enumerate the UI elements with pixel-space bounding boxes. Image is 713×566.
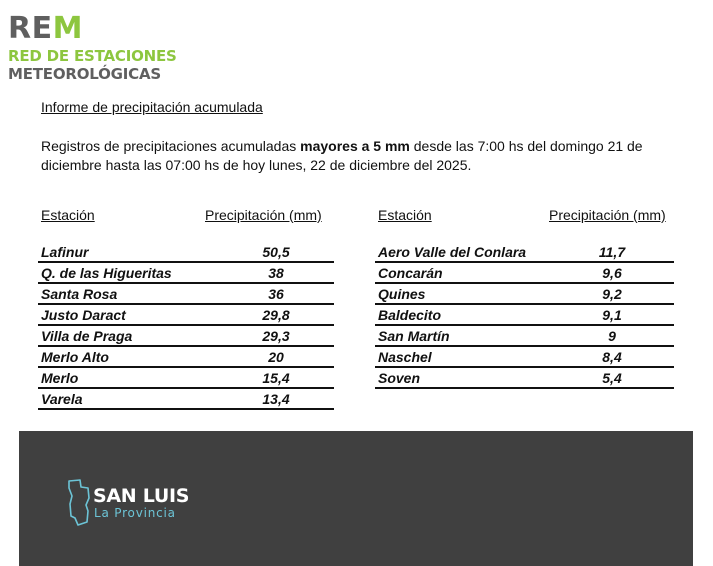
- table-row: [38, 369, 334, 389]
- precip-value: 9,2: [602, 286, 622, 302]
- san-luis-brand: SAN LUIS: [93, 485, 190, 507]
- table-row: [375, 348, 674, 368]
- precip-value: 13,4: [262, 391, 290, 407]
- station-name: Concarán: [378, 265, 443, 281]
- table-row: [38, 264, 334, 284]
- report-text-part1: Registros de precipitaciones acumuladas: [41, 138, 301, 154]
- precip-value: 9,6: [602, 265, 622, 281]
- precip-value: 5,4: [602, 370, 622, 386]
- precip-value: 9,1: [602, 307, 622, 323]
- san-luis-subtitle: La Provincia: [94, 506, 176, 520]
- table-row: [38, 306, 334, 326]
- precip-value: 11,7: [598, 244, 626, 260]
- rem-logo-line2: METEOROLÓGICAS: [8, 65, 161, 83]
- station-name: Varela: [41, 391, 83, 407]
- precip-value: 38: [268, 265, 284, 281]
- station-name: Q. de las Higueritas: [41, 265, 172, 281]
- report-text-threshold: mayores a 5 mm: [300, 138, 410, 154]
- precip-value: 20: [268, 349, 284, 365]
- station-name: Soven: [378, 370, 421, 386]
- report-text-part2: desde las 7:00 hs del domingo 21 de diciembre hasta las 07:00 hs de hoy lunes, 22 de diciembre del 2025.: [41, 138, 643, 173]
- right-station-header: Estación: [378, 207, 432, 223]
- table-row: [375, 327, 674, 347]
- rem-logo-line1: RED DE ESTACIONES: [8, 47, 177, 65]
- table-row: [38, 285, 334, 305]
- rem-logo-wordmark: [8, 12, 83, 46]
- report-title: Informe de precipitación acumulada: [41, 99, 263, 115]
- left-station-table: [38, 243, 334, 411]
- precip-value: 50,5: [262, 244, 290, 260]
- san-luis-map-icon: [66, 478, 92, 528]
- station-name: Lafinur: [41, 244, 89, 260]
- report-description: [41, 137, 681, 175]
- station-name: Santa Rosa: [41, 286, 118, 302]
- table-row: [375, 369, 674, 389]
- station-name: Naschel: [378, 349, 432, 365]
- table-row: [375, 243, 674, 263]
- right-station-table: [375, 243, 674, 390]
- precip-value: 8,4: [602, 349, 622, 365]
- station-name: Villa de Praga: [41, 328, 133, 344]
- table-row: [38, 243, 334, 263]
- station-name: Merlo: [41, 370, 79, 386]
- table-row: [38, 348, 334, 368]
- table-row: [375, 306, 674, 326]
- precip-value: 29,3: [262, 328, 290, 344]
- station-name: San Martín: [378, 328, 450, 344]
- left-precip-header: Precipitación (mm): [205, 207, 322, 223]
- right-precip-header: Precipitación (mm): [549, 207, 666, 223]
- rem-logo-m: M: [52, 11, 83, 46]
- station-name: Merlo Alto: [41, 349, 109, 365]
- footer-banner: [19, 431, 693, 566]
- precip-value: 9: [608, 328, 616, 344]
- table-row: [375, 264, 674, 284]
- table-row: [38, 327, 334, 347]
- station-name: Quines: [378, 286, 426, 302]
- station-name: Justo Daract: [41, 307, 126, 323]
- table-row: [38, 390, 334, 410]
- left-station-header: Estación: [41, 207, 95, 223]
- station-name: Aero Valle del Conlara: [378, 244, 527, 260]
- precip-value: 15,4: [262, 370, 290, 386]
- table-row: [375, 285, 674, 305]
- precip-value: 29,8: [262, 307, 290, 323]
- rem-logo-re: RE: [8, 11, 53, 46]
- station-name: Baldecito: [378, 307, 442, 323]
- precip-value: 36: [268, 286, 284, 302]
